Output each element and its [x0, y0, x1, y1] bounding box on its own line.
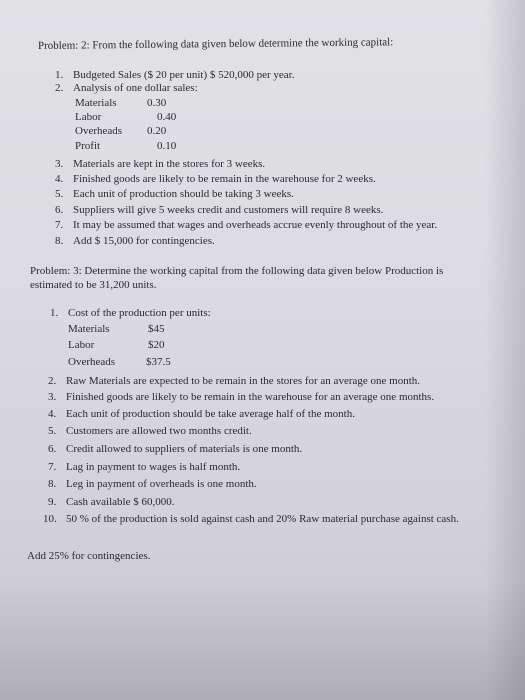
p2-sales-value: 0.20: [147, 125, 167, 137]
p3-item-8: [48, 478, 257, 491]
p3-item-7-text: Lag in payment to wages is half month.: [66, 461, 241, 473]
p3-item-1: [50, 307, 211, 320]
p3-item-6-number: 6.: [48, 443, 57, 455]
p2-item-1-text: Budgeted Sales ($ 20 per unit) $ 520,000 per year.: [73, 69, 295, 81]
p2-item-4-number: 4.: [55, 173, 64, 185]
p2-item-6-number: 6.: [55, 204, 64, 216]
p3-item-9: [48, 496, 174, 509]
p3-item-10: [43, 513, 459, 526]
p3-item-7-number: 7.: [48, 461, 57, 473]
p3-item-5-text: Customers are allowed two months credit.: [66, 425, 252, 437]
p2-item-8: [55, 235, 215, 248]
p3-item-9-text: Cash available $ 60,000.: [66, 496, 175, 508]
p3-item-1-number: 1.: [50, 307, 59, 319]
p2-item-6: [55, 204, 383, 217]
p3-cost-row-materials: [68, 323, 165, 336]
p2-item-8-text: Add $ 15,000 for contingencies.: [73, 235, 215, 247]
p3-item-9-number: 9.: [48, 496, 57, 508]
p3-cost-value: $20: [148, 339, 165, 351]
p2-item-3-text: Materials are kept in the stores for 3 weeks.: [73, 158, 266, 170]
p3-item-5-number: 5.: [48, 425, 57, 437]
p2-item-3-number: 3.: [55, 158, 64, 170]
p2-item-2: [55, 82, 198, 95]
p2-item-5: [55, 188, 294, 201]
p2-sales-row-materials: [75, 97, 167, 110]
p2-item-2-text: Analysis of one dollar sales:: [73, 82, 198, 94]
p2-item-1-number: 1.: [55, 69, 64, 81]
problem-3-title: Problem: 3: Determine the working capital from the following data given below Production is: [30, 265, 444, 277]
p3-cost-label: Labor: [68, 339, 95, 351]
p2-item-3: [55, 158, 265, 171]
p3-item-8-number: 8.: [48, 478, 57, 490]
p3-item-10-number: 10.: [43, 513, 57, 525]
p2-sales-label: Profit: [75, 140, 101, 152]
p2-item-1: [55, 69, 294, 82]
p3-cost-row-overheads: [68, 356, 171, 369]
p3-item-2: [48, 375, 420, 388]
p2-sales-value: 0.30: [147, 97, 167, 109]
p3-item-6-text: Credit allowed to suppliers of materials is one month.: [66, 443, 303, 455]
p2-item-4-text: Finished goods are likely to be remain in the warehouse for 2 weeks.: [73, 173, 376, 185]
p3-cost-label: Materials: [68, 323, 110, 335]
p3-item-10-text: 50 % of the production is sold against cash and 20% Raw material purchase against cash.: [66, 513, 459, 525]
p2-item-5-number: 5.: [55, 188, 64, 200]
p3-item-6: [48, 443, 302, 456]
p3-item-3-number: 3.: [48, 391, 57, 403]
page-shadow-bottom: [0, 580, 525, 700]
p2-sales-label: Materials: [75, 97, 117, 109]
p2-sales-label: Labor: [75, 111, 102, 123]
p2-item-8-number: 8.: [55, 235, 64, 247]
p3-cost-row-labor: [68, 339, 165, 352]
footer-note: Add 25% for contingencies.: [27, 550, 151, 562]
problem-2-title: Problem: 2: From the following data given below determine the working capital:: [37, 36, 394, 52]
p3-item-4: [48, 408, 355, 421]
p2-item-2-number: 2.: [55, 82, 64, 94]
p3-item-3-text: Finished goods are likely to be remain in the warehouse for an average one months.: [66, 391, 435, 403]
p2-item-6-text: Suppliers will give 5 weeks credit and customers will require 8 weeks.: [73, 204, 384, 216]
p2-sales-row-profit: [75, 140, 177, 153]
p2-item-7-text: It may be assumed that wages and overheads accrue evenly throughout of the year.: [73, 219, 438, 231]
p3-item-4-text: Each unit of production should be take average half of the month.: [66, 408, 355, 420]
p2-item-7-number: 7.: [55, 219, 64, 231]
p2-item-4: [55, 173, 376, 186]
p3-cost-value: $37.5: [146, 356, 171, 368]
p3-cost-value: $45: [148, 323, 165, 335]
p2-sales-row-overheads: [75, 125, 167, 138]
p3-item-1-text: Cost of the production per units:: [68, 307, 211, 319]
p3-item-4-number: 4.: [48, 408, 57, 420]
p3-cost-label: Overheads: [68, 356, 116, 368]
problem-3-title-cont: estimated to be 31,200 units.: [30, 279, 157, 291]
p2-sales-value: 0.40: [157, 111, 177, 123]
p2-item-5-text: Each unit of production should be taking 3 weeks.: [73, 188, 294, 200]
p3-item-2-text: Raw Materials are expected to be remain in the stores for an average one month.: [66, 375, 420, 387]
p2-sales-value: 0.10: [157, 140, 177, 152]
p3-item-5: [48, 425, 252, 438]
p3-item-8-text: Leg in payment of overheads is one month.: [66, 478, 257, 490]
p2-sales-label: Overheads: [75, 125, 123, 137]
p3-item-3: [48, 391, 434, 404]
p3-item-7: [48, 461, 240, 474]
p2-item-7: [55, 219, 437, 232]
p2-sales-row-labor: [75, 111, 177, 124]
p3-item-2-number: 2.: [48, 375, 57, 387]
